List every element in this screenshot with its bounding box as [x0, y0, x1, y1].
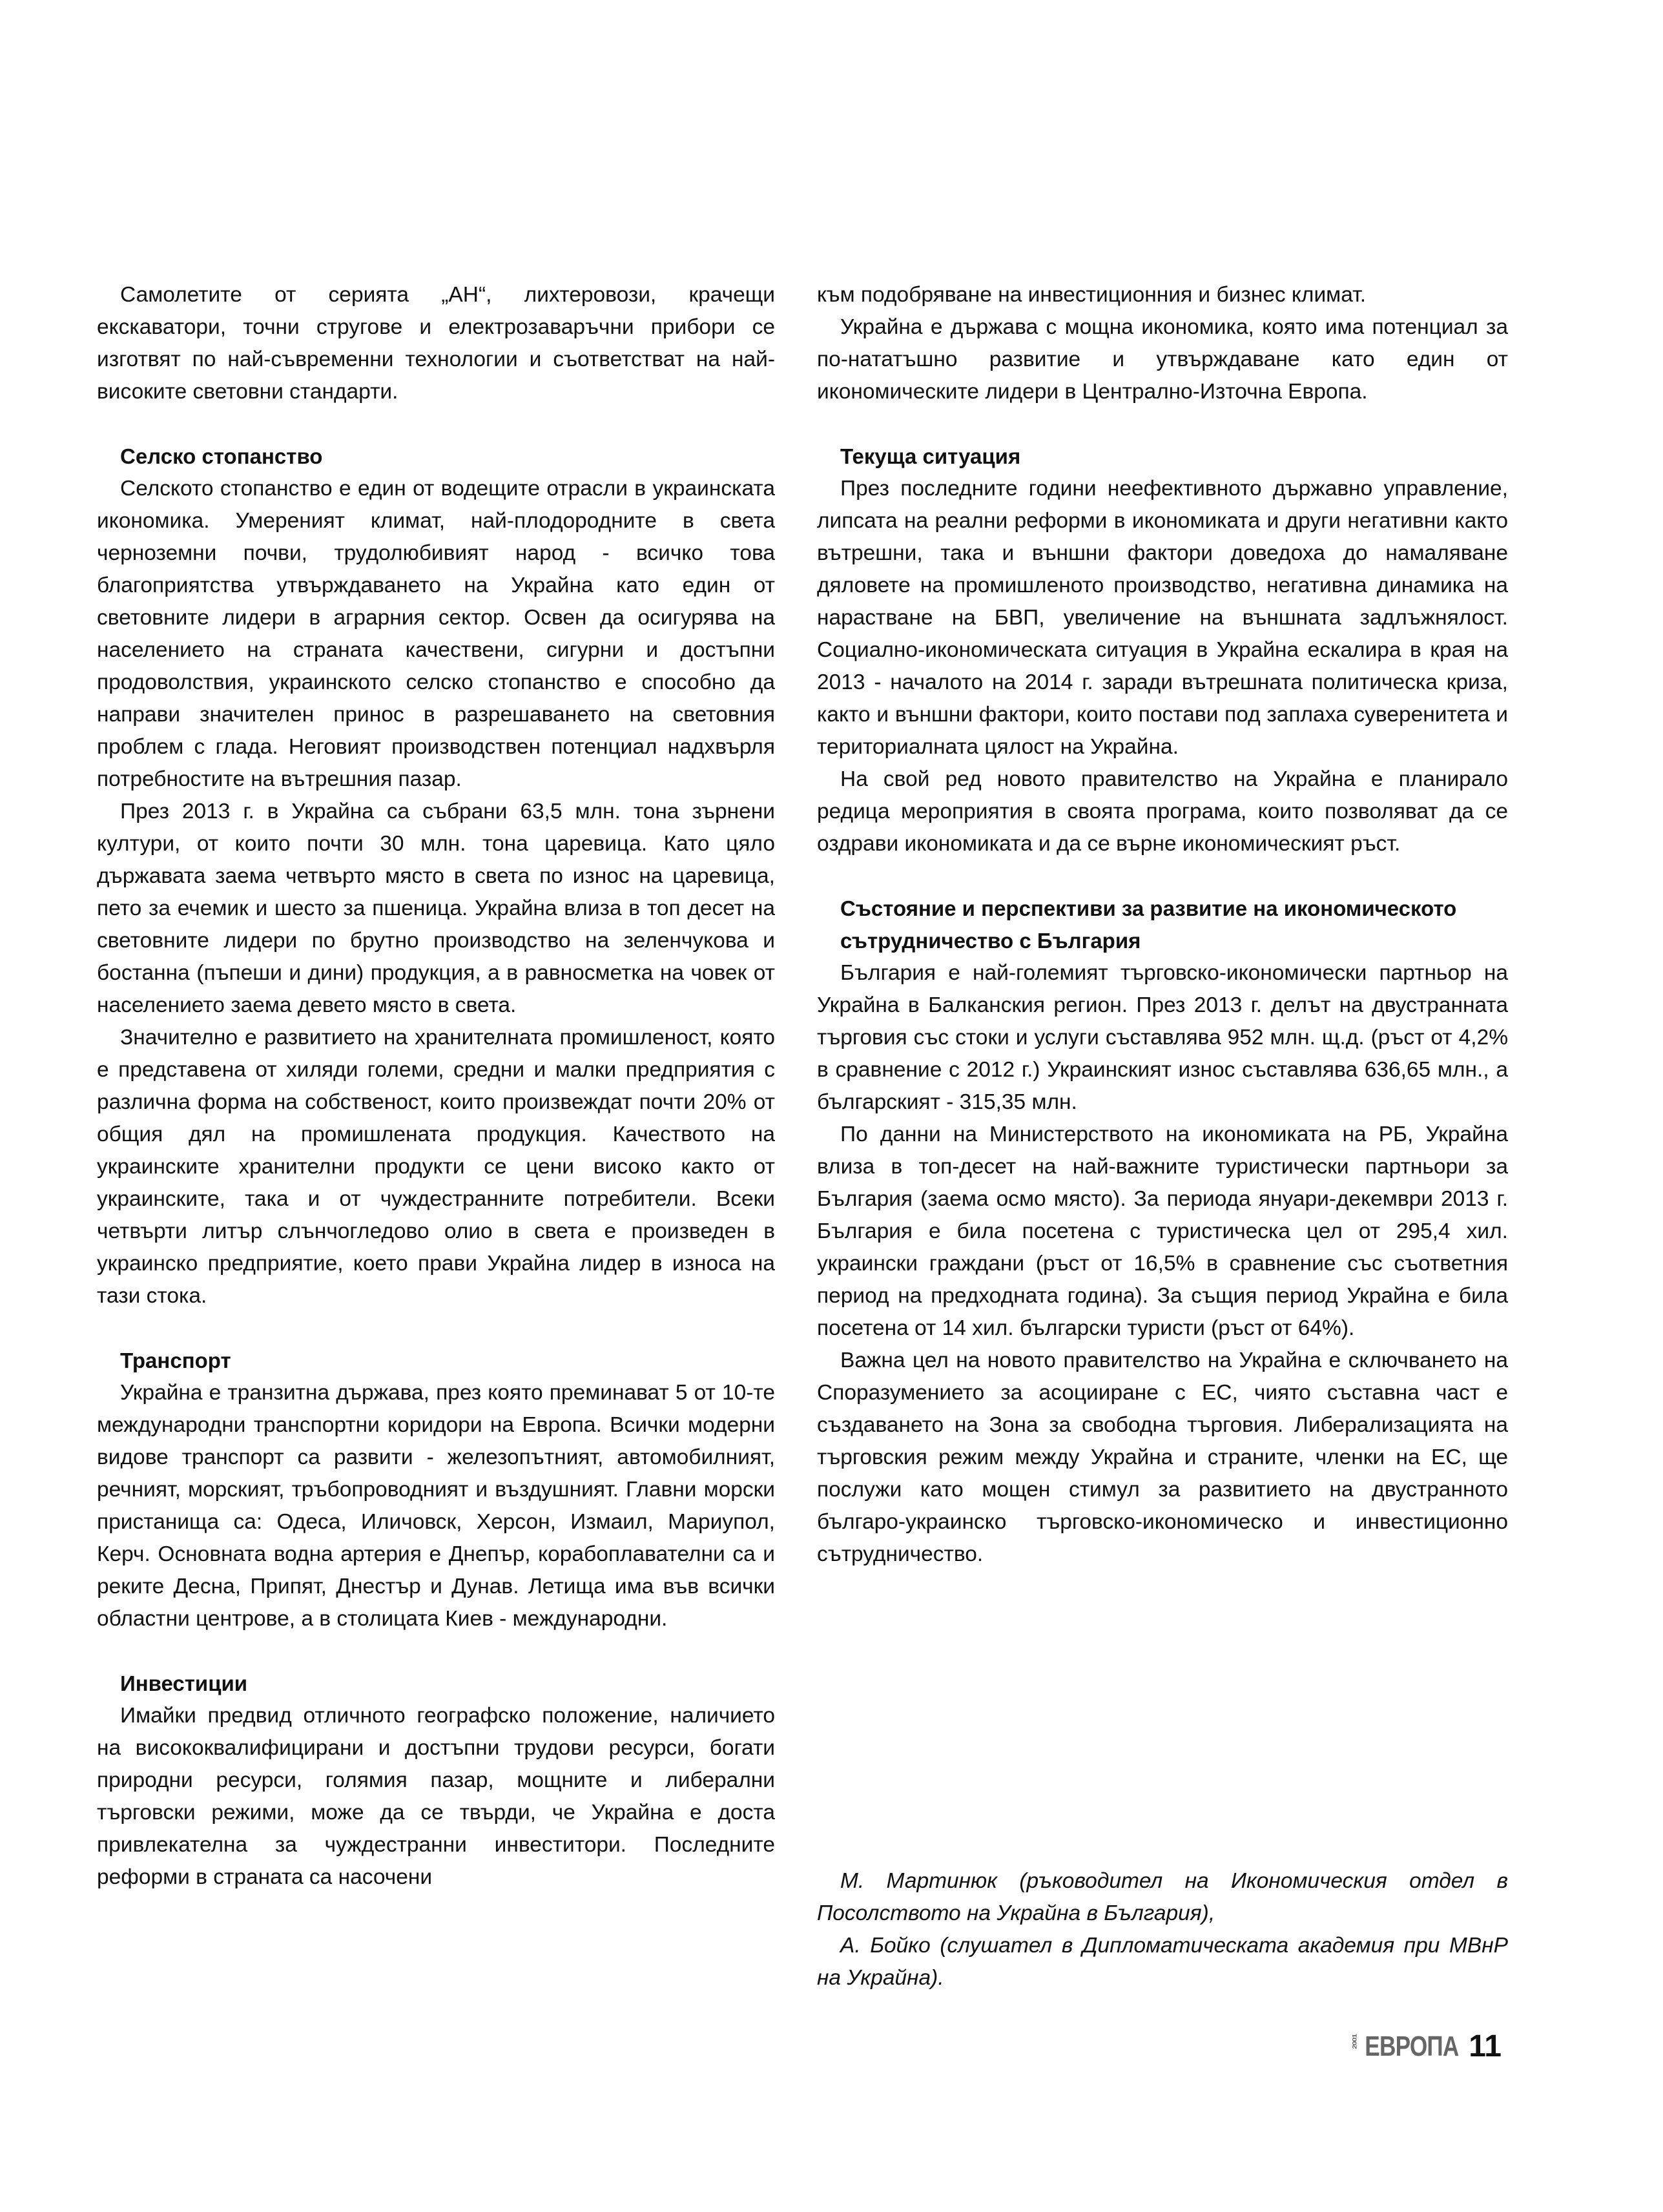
body-paragraph: Значително е развитието на хранителната промишленост, която е представена от хиляди големи, средни и малки предприятия с различна форма на собственост, които произвеждат почти 20% от общия дял на промишлената продукция. Качеството на украинските хранителни продукти се цени високо както от украинските, така и от чуждестранните потребители. Всеки четвърти литър слънчогледово олио в света е произведен в украинско предприятие, което прави Украйна лидер в износа на тази стока.	[97, 1026, 775, 1308]
section-heading-agriculture: Селско стопанство	[120, 444, 323, 468]
body-paragraph: По данни на Министерството на икономиката на РБ, Украйна влиза в топ-десет на най-важните туристически партньори за България (заема осмо място). За периода януари-декември 2013 г. България е била посетена с туристическа цел от 295,4 хил. украински граждани (ръст от 16,5% в сравнение със съответния период на предходната година). За същия период Украйна е била посетена от 14 хил. български туристи (ръст от 64%).	[817, 1122, 1508, 1340]
section-heading-bulgaria: Състояние и перспективи за развитие на икономическото сътрудничество с България	[840, 896, 1457, 953]
body-paragraph: Украйна е транзитна държава, през която преминават 5 от 10-те международни транспортни коридори на Европа. Всички модерни видове транспорт са развити - железопътният, автомобилният, речният, морският, тръбопроводният и въздушният. Главни морски пристанища са: Одеса, Иличовск, Херсон, Измаил, Мариупол, Керч. Основната водна артерия е Днепър, корабоплавателни са и реките Десна, Припят, Днестър и Дунав. Летища има във всички областни центрове, а в столицата Киев - международни.	[97, 1381, 775, 1631]
author-line: М. Мартинюк (ръководител на Икономическия отдел в Посолството на Украйна в България),	[817, 1869, 1508, 1925]
page-footer	[1341, 2029, 1502, 2064]
body-paragraph: Имайки предвид отличното географско положение, наличието на висококвалифицирани и достъпни трудови ресурси, богати природни ресурси, голямия пазар, мощните и либерални търговски режими, може да се твърди, че Украйна е доста привлекателна за чуждестранни инвеститори. Последните реформи в страната са насочени	[97, 1704, 775, 1889]
right-column	[817, 279, 1508, 1571]
left-column	[97, 279, 775, 1894]
body-paragraph: На свой ред новото правителство на Украйна е планирало редица мероприятия в своята програма, които позволяват да се оздрави икономиката и да се върне икономическият ръст.	[817, 767, 1508, 856]
intro-paragraph: Самолетите от серията „АН“, лихтеровози, крачещи екскаватори, точни стругове и електрозаваръчни прибори се изготвят по най-съвременни технологии и съответстват на най-високите световни стандарти.	[97, 283, 775, 404]
section-heading-current-situation: Текуща ситуация	[840, 444, 1021, 468]
body-paragraph: България е най-големият търговско-икономически партньор на Украйна в Балканския регион. През 2013 г. делът на двустранната търговия със стоки и услуги съставлява 952 млн. щ.д. (ръст от 4,2% в сравнение с 2012 г.) Украинският износ съставлява 636,65 млн., а българският - 315,35 млн.	[817, 961, 1508, 1114]
logo-year: 2001	[1350, 2034, 1358, 2049]
body-paragraph: Селското стопанство е един от водещите отрасли в украинската икономика. Умереният климат, най-плодородните в света черноземни почви, трудолюбивият народ - всичко това благоприятства утвърждаването на Украйна като един от световните лидери в аграрния сектор. Освен да осигурява на населението на страната качествени, сигурни и достъпни продоволствия, украинското селско стопанство е способно да направи значителен принос в разрешаването на световния проблем с глада. Неговият производствен потенциал надхвърля потребностите на вътрешния пазар.	[97, 477, 775, 791]
section-heading-transport: Транспорт	[120, 1349, 231, 1372]
body-paragraph: През 2013 г. в Украйна са събрани 63,5 млн. тона зърнени култури, от които почти 30 млн. тона царевица. Като цяло държавата заема четвърто място в света по износ на царевица, пето за ечемик и шесто за пшеница. Украйна влиза в топ десет на световните лидери по брутно производство на зеленчукова и бостанна (пъпеши и дини) продукция, а в равносметка на човек от населението заема девето място в света.	[97, 800, 775, 1017]
author-signature	[817, 1865, 1508, 1994]
continued-paragraph: към подобряване на инвестиционния и бизнес климат.	[817, 283, 1367, 307]
page-number: 11	[1469, 2029, 1502, 2063]
body-paragraph: През последните години неефективното държавно управление, липсата на реални реформи в икономиката и други негативни както вътрешни, така и външни фактори доведоха до намаляване дяловете на промишленото производство, негативна динамика на нарастване на БВП, увеличение на външната задлъжнялост. Социално-икономическата ситуация в Украйна ескалира в края на 2013 - началото на 2014 г. заради вътрешната политическа криза, както и външни фактори, които постави под заплаха суверенитета и териториалната цялост на Украйна.	[817, 477, 1508, 759]
magazine-logo	[1350, 2030, 1459, 2063]
section-heading-investments: Инвестиции	[120, 1671, 248, 1695]
body-paragraph: Украйна е държава с мощна икономика, която има потенциал за по-нататъшно развитие и утвърждаване като един от икономическите лидери в Централно-Източна Европа.	[817, 315, 1508, 404]
body-paragraph: Важна цел на новото правителство на Украйна е сключването на Споразумението за асоцииране с ЕС, чиято съставна част е създаването на Зона за свободна търговия. Либерализацията на търговския режим между Украйна и страните, членки на ЕС, ще послужи като мощен стимул за развитието на двустранното българо-украинско търговско-икономическо и инвестиционно сътрудничество.	[817, 1349, 1508, 1566]
logo-text: ЕВРОПА	[1365, 2030, 1459, 2062]
author-line: А. Бойко (слушател в Дипломатическата академия при МВнР на Украйна).	[817, 1934, 1508, 1990]
